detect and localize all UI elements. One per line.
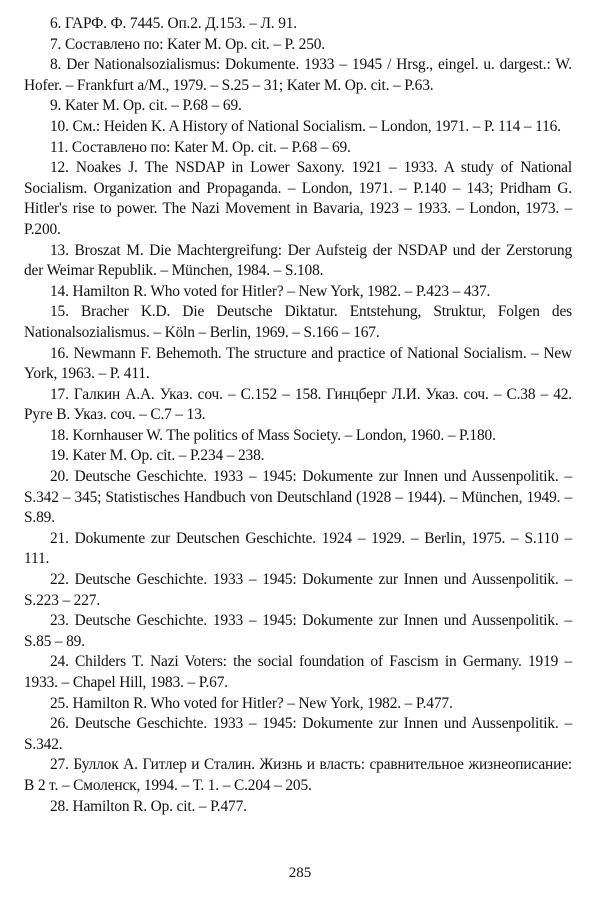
endnote-12: 12. Noakes J. The NSDAP in Lower Saxony. 1921 – 1933. A study of National Socialism. Organization and Propaganda. – London, 1971. – P.140 – 143; Pridham G. Hitler's rise to power. The Nazi Movement in Bavaria, 1923 – 1933. – London, 1973. – P.200. <box>24 159 572 238</box>
endnotes-list <box>24 14 572 817</box>
endnote-6: 6. ГАРФ. Ф. 7445. Оп.2. Д.153. – Л. 91. <box>50 15 297 32</box>
endnote-25: 25. Hamilton R. Who voted for Hitler? – New York, 1982. – P.477. <box>50 694 453 712</box>
endnote-13: 13. Broszat M. Die Machtergreifung: Der Aufsteig der NSDAP und der Zerstorung der Weimar Republik. – München, 1984. – S.108. <box>24 241 572 280</box>
endnote-9: 9. Kater M. Op. cit. – P.68 – 69. <box>50 97 242 115</box>
endnote-19: 19. Kater M. Op. cit. – P.234 – 238. <box>50 447 265 465</box>
endnote-24: 24. Childers T. Nazi Voters: the social foundation of Fascism in Germany. 1919 – 1933. – Chapel Hill, 1983. – P.67. <box>24 653 572 691</box>
endnote-27: 27. Буллок А. Гитлер и Сталин. Жизнь и власть: сравнительное жизнеописание: В 2 т. – Смоленск, 1994. – Т. 1. – С.204 – 205. <box>24 756 572 794</box>
endnote-17: 17. Галкин А.А. Указ. соч. – С.152 – 158. Гинцберг Л.И. Указ. соч. – С.38 – 42. Руге В. Указ. соч. – С.7 – 13. <box>24 385 572 424</box>
endnote-23: 23. Deutsche Geschichte. 1933 – 1945: Dokumente zur Innen und Aussenpolitik. – S.85 – 89. <box>24 612 572 650</box>
endnote-7: 7. Составлено по: Kater M. Op. cit. – P. 250. <box>50 35 325 53</box>
endnote-20: 20. Deutsche Geschichte. 1933 – 1945: Dokumente zur Innen und Aussenpolitik. – S.342 – 345; Statistisches Handbuch von Deutschland (1928 – 1944). – München, 1949. – S.89. <box>24 468 572 527</box>
endnote-8: 8. Der Nationalsozialismus: Dokumente. 1933 – 1945 / Hrsg., eingel. u. dargest.: W. Hofer. – Frankfurt a/M., 1979. – S.25 – 31; Kater M. Op. cit. – P.63. <box>24 56 572 94</box>
endnote-15: 15. Bracher K.D. Die Deutsche Diktatur. Entstehung, Struktur, Folgen des Nationalsozialismus. – Köln – Berlin, 1969. – S.166 – 167. <box>24 303 572 341</box>
endnote-14: 14. Hamilton R. Who voted for Hitler? – New York, 1982. – P.423 – 437. <box>50 282 491 300</box>
endnote-10: 10. См.: Heiden K. A History of National Socialism. – London, 1971. – P. 114 – 116. <box>50 117 561 135</box>
endnote-16: 16. Newmann F. Behemoth. The structure and practice of National Socialism. – New York, 1963. – P. 411. <box>24 344 572 383</box>
endnote-18: 18. Kornhauser W. The politics of Mass Society. – London, 1960. – P.180. <box>50 426 496 444</box>
endnote-11: 11. Составлено по: Kater M. Op. cit. – P.68 – 69. <box>50 138 351 156</box>
endnote-22: 22. Deutsche Geschichte. 1933 – 1945: Dokumente zur Innen und Aussenpolitik. – S.223 – 227. <box>24 571 572 609</box>
endnote-21: 21. Dokumente zur Deutschen Geschichte. 1924 – 1929. – Berlin, 1975. – S.110 – 111. <box>24 529 572 568</box>
endnote-28: 28. Hamilton R. Op. cit. – P.477. <box>50 797 247 815</box>
endnote-26: 26. Deutsche Geschichte. 1933 – 1945: Dokumente zur Innen und Aussenpolitik. – S.342. <box>24 715 572 753</box>
page-number: 285 <box>288 865 312 881</box>
